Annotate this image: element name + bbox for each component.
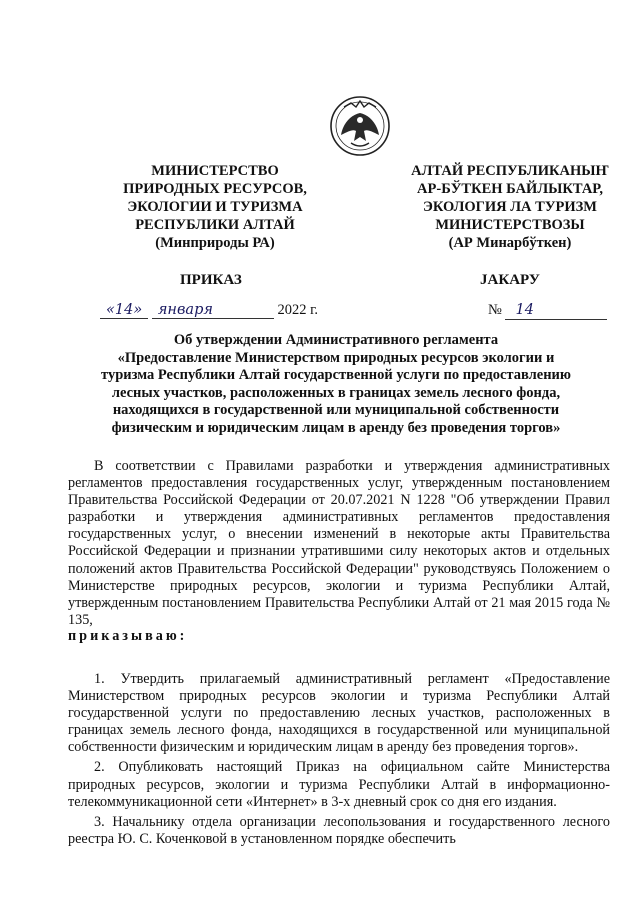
order-items [68, 671, 610, 851]
order-date [100, 302, 318, 319]
ministry-name-alt-line: МИНИСТЕРСТВОЗЫ [435, 217, 585, 233]
date-month: января [152, 302, 274, 319]
ministry-name-alt-line: АЛТАЙ РЕСПУБЛИКАНЫҤ [411, 163, 609, 179]
order-item: 1. Утвердить прилагаемый административный регламент «Предоставление Министерством природных ресурсов экологии и туризма Республики Алтай государственной услуги по предоставлению лесных участков, расположенных в границах земель лесного фонда, находящихся в государственной или муниципальной собственности физическим и юридическим лицам в аренду без проведения торгов». [68, 671, 610, 756]
number-value-handwritten: 14 [515, 302, 534, 318]
ministry-name-ru-line: ЭКОЛОГИИ И ТУРИЗМА [127, 199, 303, 215]
doc-type-alt: JАКАРУ [480, 272, 540, 288]
preamble-text: В соответствии с Правилами разработки и утверждения административных регламентов предоставления государственных услуг, утвержденным постановлением Правительства Российской Федерации от 20.07.2021 N 1228 "Об утверждении Правил разработки и утверждения административных регламентов предоставления государственных услуг, о внесении изменений в некоторые акты Правительства Российской Федерации и признании утратившими силу некоторых актов и отдельных положений актов Правительства Российской Федерации" руководствуясь Положением о Министерстве природных ресурсов, экологии и туризма Республики Алтай, утвержденным постановлением Правительства Республики Алтай от 21 мая 2015 года № 135, [68, 458, 610, 628]
ministry-name-alt-line: ЭКОЛОГИЯ ЛА ТУРИЗМ [423, 199, 597, 215]
preamble [68, 458, 610, 629]
number-prefix: № [488, 302, 502, 318]
title-line: Об утверждении Административного регламента [173, 332, 499, 348]
ministry-name-ru-line: ПРИРОДНЫХ РЕСУРСОВ, [123, 181, 307, 197]
ministry-name-alt [385, 162, 635, 252]
title-line: туризма Республики Алтай государственной услуги по предоставлению [101, 367, 571, 384]
ministry-short-name-alt: (АР Минарбўткен) [448, 235, 572, 251]
title-line: «Предоставление Министерством природных ресурсов экологии и [117, 349, 555, 366]
ministry-name-ru-line: МИНИСТЕРСТВО [151, 163, 279, 179]
doc-type-ru: ПРИКАЗ [180, 272, 242, 288]
ministry-name-alt-line: АР-БЎТКЕН БАЙЛЫКТАР, [417, 181, 603, 197]
ministry-short-name-ru: (Минприроды РА) [155, 235, 275, 251]
title-line: лесных участков, расположенных в границах земель лесного фонда, [111, 384, 561, 401]
order-item: 3. Начальнику отдела организации лесопользования и государственного лесного реестра Ю. С. Коченковой в установленном порядке обеспечить [68, 813, 610, 847]
title-line: физическим и юридическим лицам в аренду без проведения торгов» [111, 419, 561, 436]
order-number [488, 302, 607, 320]
orders-word [68, 628, 610, 645]
coat-of-arms-emblem [329, 93, 391, 159]
order-title [68, 332, 604, 438]
title-line: находящихся в государственной или муниципальной собственности [112, 402, 560, 419]
date-day: «14» [100, 302, 148, 319]
date-year: 2022 г. [277, 302, 319, 318]
order-item: 2. Опубликовать настоящий Приказ на официальном сайте Министерства природных ресурсов, экологии и туризма Республики Алтай в информационно-телекоммуникационной сети «Интернет» в 3-х дневный срок со дня его издания. [68, 759, 610, 810]
number-value [505, 302, 607, 320]
ministry-name-ru-line: РЕСПУБЛИКИ АЛТАЙ [135, 217, 295, 233]
ministry-name-ru [90, 162, 340, 252]
orders-word-text: приказываю: [68, 628, 188, 644]
